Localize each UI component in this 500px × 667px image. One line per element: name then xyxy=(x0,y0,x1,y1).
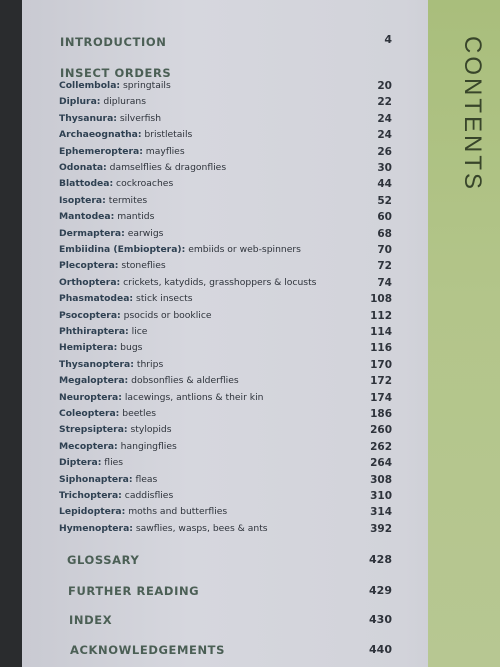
order-common-name: stylopids xyxy=(127,424,172,435)
further-reading-page-number: 429 xyxy=(369,584,392,597)
order-page-number: 310 xyxy=(370,490,392,502)
order-common-name: diplurans xyxy=(100,96,146,107)
order-entry xyxy=(59,260,359,272)
order-page-number: 170 xyxy=(370,359,392,371)
order-page-number: 264 xyxy=(370,457,392,469)
order-common-name: mantids xyxy=(114,211,155,222)
order-common-name: hangingflies xyxy=(117,441,177,452)
order-common-name: silverfish xyxy=(116,113,162,124)
order-name: Phthiraptera: xyxy=(59,326,129,337)
order-common-name: crickets, katydids, grasshoppers & locusts xyxy=(120,277,317,288)
order-entry xyxy=(59,392,359,404)
index-heading: INDEX xyxy=(69,613,113,627)
order-entry xyxy=(59,228,359,240)
order-name: Thysanura: xyxy=(59,113,117,124)
further-reading-heading: FURTHER READING xyxy=(68,584,200,598)
order-page-number: 112 xyxy=(370,310,392,322)
order-common-name: termites xyxy=(105,195,148,206)
acknowledgements-heading: ACKNOWLEDGEMENTS xyxy=(70,643,226,657)
order-common-name: stoneflies xyxy=(118,260,166,271)
acknowledgements-page-number: 440 xyxy=(369,643,392,656)
order-name: Embiidina (Embioptera): xyxy=(59,244,186,255)
order-entry xyxy=(59,113,359,125)
order-entry xyxy=(59,244,359,256)
order-entry xyxy=(59,211,359,223)
order-entry xyxy=(59,359,359,371)
order-name: Siphonaptera: xyxy=(59,474,133,485)
order-common-name: embiids or web-spinners xyxy=(185,244,301,255)
order-common-name: sawflies, wasps, bees & ants xyxy=(132,523,268,534)
order-page-number: 108 xyxy=(370,293,392,305)
order-entry xyxy=(59,162,359,174)
order-common-name: thrips xyxy=(133,359,164,370)
order-entry xyxy=(59,424,359,436)
order-page-number: 314 xyxy=(370,506,392,518)
order-page-number: 172 xyxy=(370,375,392,387)
order-name: Odonata: xyxy=(59,162,107,173)
order-name: Mantodea: xyxy=(59,211,115,222)
introduction-page-number: 4 xyxy=(384,33,392,46)
order-name: Diptera: xyxy=(59,457,102,468)
introduction-heading: INTRODUCTION xyxy=(60,35,167,49)
order-page-number: 114 xyxy=(370,326,392,338)
order-common-name: springtails xyxy=(120,80,171,91)
order-entry xyxy=(59,293,359,305)
order-common-name: earwigs xyxy=(124,228,164,239)
order-common-name: lice xyxy=(128,326,148,337)
order-name: Archaeognatha: xyxy=(59,129,142,140)
order-entry xyxy=(59,178,359,190)
contents-title: CONTENTS xyxy=(459,36,486,192)
order-name: Coleoptera: xyxy=(59,408,120,419)
order-entry xyxy=(59,277,359,289)
order-page-number: 262 xyxy=(370,441,392,453)
glossary-heading: GLOSSARY xyxy=(67,553,140,567)
order-entry xyxy=(59,342,359,354)
order-page-number: 22 xyxy=(377,96,392,108)
order-name: Plecoptera: xyxy=(59,260,119,271)
order-entry xyxy=(59,490,359,502)
order-name: Trichoptera: xyxy=(59,490,122,501)
order-common-name: mayflies xyxy=(142,146,185,157)
order-name: Lepidoptera: xyxy=(59,506,126,517)
order-page-number: 260 xyxy=(370,424,392,436)
order-page-number: 60 xyxy=(377,211,392,223)
glossary-page-number: 428 xyxy=(369,553,392,566)
order-entry xyxy=(59,80,359,92)
order-common-name: damselflies & dragonflies xyxy=(106,162,227,173)
order-entry xyxy=(59,146,359,158)
order-common-name: stick insects xyxy=(133,293,193,304)
order-name: Hemiptera: xyxy=(59,342,118,353)
order-page-number: 68 xyxy=(377,228,392,240)
order-entry xyxy=(59,375,359,387)
order-page-number: 44 xyxy=(377,178,392,190)
order-common-name: bugs xyxy=(117,342,143,353)
order-page-number: 24 xyxy=(377,129,392,141)
order-page-number: 392 xyxy=(370,523,392,535)
order-page-number: 186 xyxy=(370,408,392,420)
order-name: Orthoptera: xyxy=(59,277,121,288)
order-name: Psocoptera: xyxy=(59,310,121,321)
order-name: Phasmatodea: xyxy=(59,293,134,304)
order-name: Neuroptera: xyxy=(59,392,122,403)
order-entry xyxy=(59,326,359,338)
order-name: Strepsiptera: xyxy=(59,424,128,435)
order-page-number: 174 xyxy=(370,392,392,404)
order-page-number: 24 xyxy=(377,113,392,125)
order-page-number: 26 xyxy=(377,146,392,158)
order-common-name: caddisflies xyxy=(121,490,174,501)
order-common-name: lacewings, antlions & their kin xyxy=(121,392,264,403)
order-entry xyxy=(59,310,359,322)
order-entry xyxy=(59,506,359,518)
order-page-number: 20 xyxy=(377,80,392,92)
order-name: Dermaptera: xyxy=(59,228,125,239)
index-page-number: 430 xyxy=(369,613,392,626)
order-entry xyxy=(59,195,359,207)
order-name: Mecoptera: xyxy=(59,441,118,452)
order-name: Thysanoptera: xyxy=(59,359,134,370)
order-page-number: 308 xyxy=(370,474,392,486)
order-name: Blattodea: xyxy=(59,178,114,189)
order-common-name: moths and butterflies xyxy=(125,506,228,517)
order-common-name: cockroaches xyxy=(113,178,174,189)
order-common-name: psocids or booklice xyxy=(120,310,212,321)
order-page-number: 70 xyxy=(377,244,392,256)
order-page-number: 72 xyxy=(377,260,392,272)
order-entry xyxy=(59,96,359,108)
order-name: Hymenoptera: xyxy=(59,523,133,534)
order-entry xyxy=(59,129,359,141)
order-common-name: fleas xyxy=(132,474,158,485)
order-common-name: bristletails xyxy=(141,129,193,140)
order-entry xyxy=(59,457,359,469)
order-common-name: beetles xyxy=(119,408,157,419)
order-entry xyxy=(59,474,359,486)
order-entry xyxy=(59,408,359,420)
order-common-name: flies xyxy=(101,457,124,468)
order-page-number: 74 xyxy=(377,277,392,289)
order-entry xyxy=(59,523,359,535)
order-page-number: 30 xyxy=(377,162,392,174)
order-name: Megaloptera: xyxy=(59,375,129,386)
order-common-name: dobsonflies & alderflies xyxy=(128,375,239,386)
order-entry xyxy=(59,441,359,453)
insect-orders-heading: INSECT ORDERS xyxy=(60,66,172,80)
order-page-number: 52 xyxy=(377,195,392,207)
order-name: Ephemeroptera: xyxy=(59,146,143,157)
order-name: Collembola: xyxy=(59,80,121,91)
order-page-number: 116 xyxy=(370,342,392,354)
order-name: Diplura: xyxy=(59,96,101,107)
order-name: Isoptera: xyxy=(59,195,106,206)
